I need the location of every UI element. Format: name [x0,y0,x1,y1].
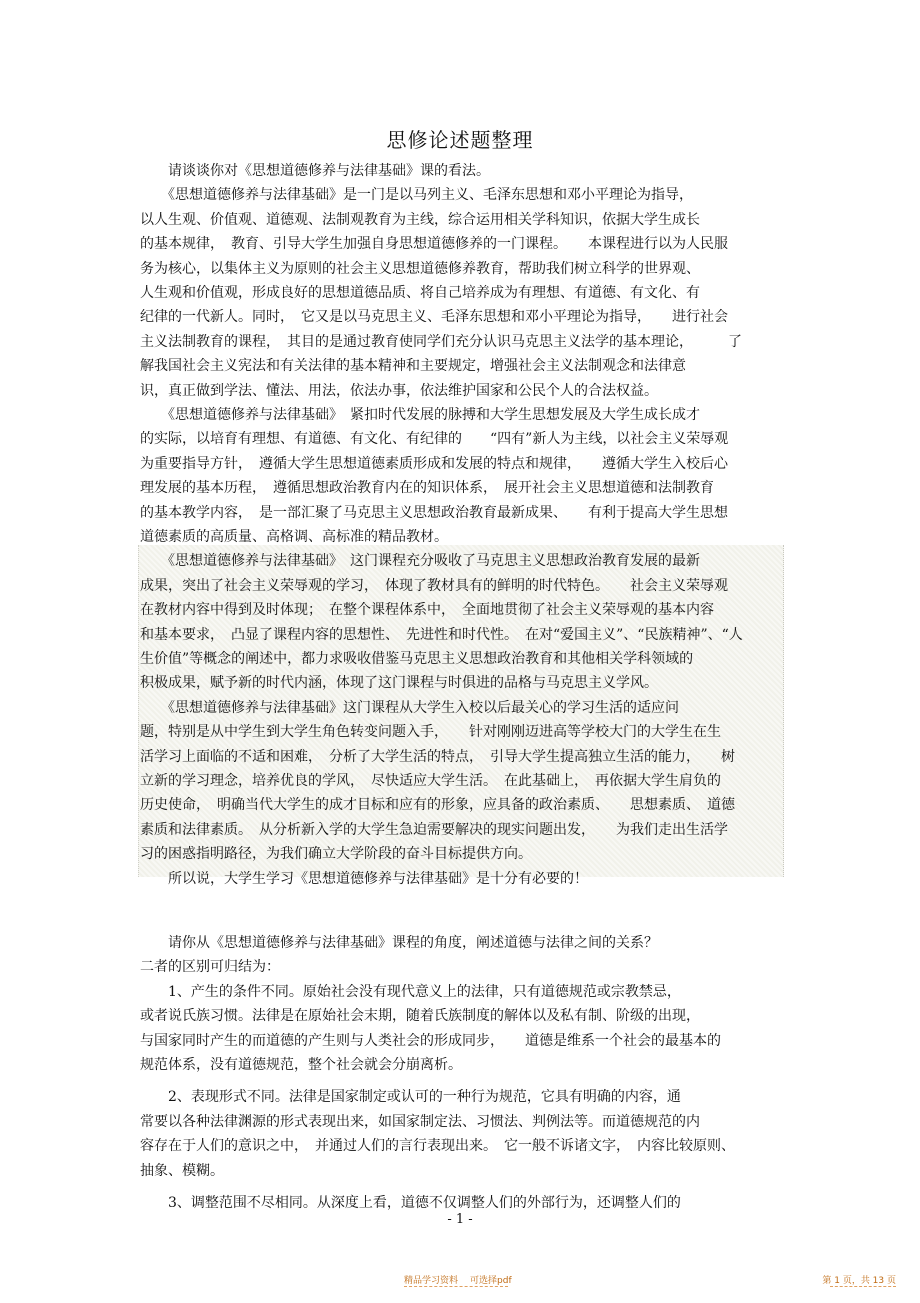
text-line: 《思想道德修养与法律基础》这门课程从大学生入校以后最关心的学习生活的适应问 [140,699,679,716]
text-line: 《思想道德修养与法律基础》 紧扣时代发展的脉搏和大学生思想发展及大学生成长成才 [140,407,700,423]
text-line: 的基本教学内容， 是一部汇聚了马克思主义思想政治教育最新成果、 有利于提高大学生思想 [140,504,728,521]
text-line: 的实际，以培育有理想、有道德、有文化、有纪律的 “四有”新人为主线，以社会主义荣辱观 [140,431,729,448]
text-line: 容存在于人们的意识之中， 并通过人们的言行表现出来。 它一般不诉诸文字， 内容比较原则、 [140,1138,735,1155]
footer-left [404,1273,524,1286]
text-line: 人生观和价值观，形成良好的思想道德品质、将自己培养成为有理想、有道德、有文化、有 [140,285,700,301]
text-line: 活学习上面临的不适和困难， 分析了大学生活的特点， 引导大学生提高独立生活的能力， 树 [140,748,735,765]
text-line: 《思想道德修养与法律基础》是一门是以马列主义、毛泽东思想和邓小平理论为指导， [140,187,693,204]
text-line: 理发展的基本历程， 遵循思想政治教育内在的知识体系， 展开社会主义思想道德和法制教育 [140,480,714,497]
text-line: 2、表现形式不同。法律是国家制定或认可的一种行为规范，它具有明确的内容，通 [140,1089,681,1106]
text-line: 在教材内容中得到及时体现； 在整个课程体系中， 全面地贯彻了社会主义荣辱观的基本内容 [140,602,714,619]
text-line: 3、调整范围不尽相同。从深度上看，道德不仅调整人们的外部行为，还调整人们的 [140,1195,681,1211]
page-number: - 1 - [447,1212,473,1227]
text-line: 请谈谈你对《思想道德修养与法律基础》课的看法。 [140,163,490,179]
footer-left-underline [404,1286,508,1287]
text-line: 积极成果，赋予新的时代内涵，体现了这门课程与时俱进的品格与马克思主义学风。 [140,675,658,692]
text-line: 为重要指导方针， 遵循大学生思想道德素质形成和发展的特点和规律， 遵循大学生入校后心 [140,455,728,472]
text-line: 务为核心，以集体主义为原则的社会主义思想道德修养教育，帮助我们树立科学的世界观、 [140,260,700,277]
text-line: 《思想道德修养与法律基础》 这门课程充分吸收了马克思主义思想政治教育发展的最新 [140,553,700,570]
text-line: 解我国社会主义宪法和有关法律的基本精神和主要规定，增强社会主义法制观念和法律意 [140,358,686,375]
text-line: 和基本要求， 凸显了课程内容的思想性、 先进性和时代性。 在对“爱国主义”、“民族精神”、“人 [140,626,743,643]
text-line: 主义法制教育的课程， 其目的是通过教育使同学们充分认识马克思主义法学的基本理论， 了 [140,333,742,350]
text-line: 的基本规律， 教育、引导大学生加强自身思想道德修养的一门课程。 本课程进行以为人民服 [140,236,728,253]
text-line: 抽象、模糊。 [140,1162,224,1179]
text-line: 立新的学习理念，培养优良的学风， 尽快适应大学生活。 在此基础上， 再依据大学生肩负的 [140,773,721,789]
text-line: 素质和法律素质。 从分析新入学的大学生急迫需要解决的现实问题出发， 为我们走出生活学 [140,821,728,838]
text-line: 所以说，大学生学习《思想道德修养与法律基础》是十分有必要的！ [140,870,588,887]
text-line: 以人生观、价值观、道德观、法制观教育为主线，综合运用相关学科知识，依据大学生成长 [140,211,700,228]
text-line: 常要以各种法律渊源的形式表现出来，如国家制定法、习惯法、判例法等。而道德规范的内 [140,1113,700,1130]
text-line: 题，特别是从中学生到大学生角色转变问题入手， 针对刚刚迈进高等学校大门的大学生在生 [140,724,721,741]
text-line: 二者的区别可归结为： [140,959,280,976]
text-line: 1、产生的条件不同。原始社会没有现代意义上的法律，只有道德规范或宗教禁忌， [140,983,681,1000]
page-title: 思修论述题整理 [386,128,534,152]
footer-label-2: 可选择pdf [470,1276,512,1286]
text-line: 纪律的一代新人。同时， 它又是以马克思主义、毛泽东思想和邓小平理论为指导， 进行社会 [140,309,728,326]
text-line: 规范体系，没有道德规范，整个社会就会分崩离析。 [140,1057,462,1073]
footer-right-underline [830,1286,896,1287]
footer-page-count: 第 1 页，共 13 页 [822,1276,896,1286]
footer-label-1: 精品学习资料 [404,1276,459,1286]
text-line: 与国家同时产生的而道德的产生则与人类社会的形成同步， 道德是维系一个社会的最基本的 [140,1032,721,1049]
text-line: 请你从《思想道德修养与法律基础》课程的角度，阐述道德与法律之间的关系？ [140,935,658,951]
text-line: 或者说氏族习惯。法律是在原始社会末期，随着氏族制度的解体以及私有制、阶级的出现， [140,1008,700,1025]
text-line: 习的困惑指明路径，为我们确立大学阶段的奋斗目标提供方向。 [140,846,532,863]
text-line: 生价值”等概念的阐述中，都力求吸收借鉴马克思主义思想政治教育和其他相关学科领域的 [140,651,694,667]
text-line: 识，真正做到学法、懂法、用法，依法办事，依法维护国家和公民个人的合法权益。 [140,382,658,399]
text-line: 道德素质的高质量、高格调、高标准的精品教材。 [140,529,448,545]
text-line: 历史使命， 明确当代大学生的成才目标和应有的形象，应具备的政治素质、 思想素质、 道德 [140,797,735,814]
text-line: 成果，突出了社会主义荣辱观的学习， 体现了教材具有的鲜明的时代特色。 社会主义荣辱观 [140,577,728,594]
